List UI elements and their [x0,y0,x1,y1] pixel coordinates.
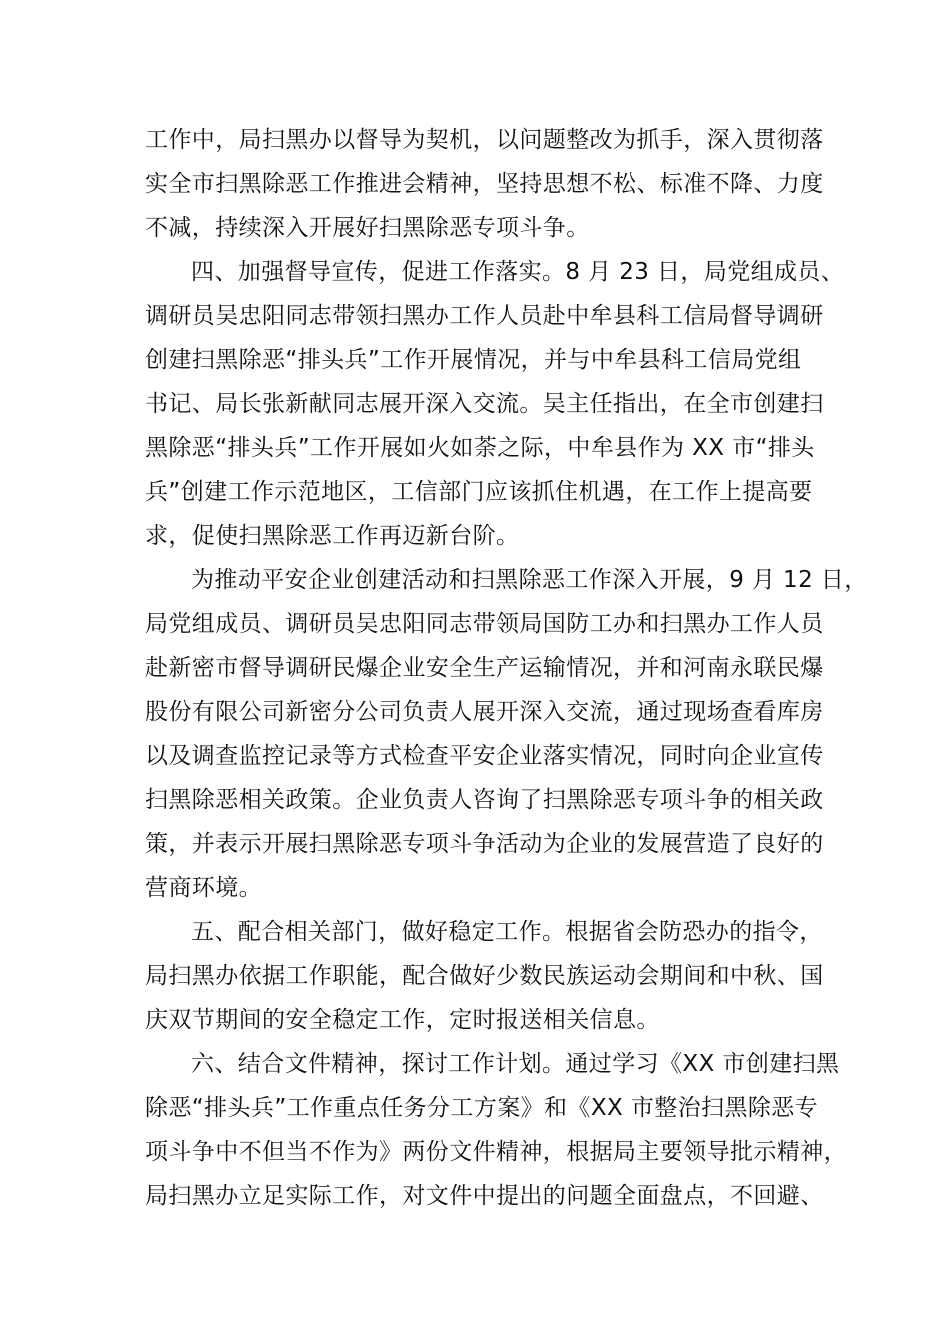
text-line: 黑除恶“排头兵”工作开展如火如荼之际，中牟县作为 XX 市“排头 [145,435,815,461]
paragraph-heading-line: 六、结合文件精神，探讨工作计划。通过学习《XX 市创建扫黑 [191,1051,840,1077]
document-body [145,118,868,1218]
paragraph-heading-line: 四、加强督导宣传，促进工作落实。8 月 23 日，局党组成员、 [191,259,845,285]
text-line: 局扫黑办立足实际工作，对文件中提出的问题全面盘点，不回避、 [145,1183,824,1209]
text-line: 局扫黑办依据工作职能，配合做好少数民族运动会期间和中秋、国 [145,963,824,989]
text-line: 以及调查监控记录等方式检查平安企业落实情况，同时向企业宣传 [145,743,824,769]
text-line: 实全市扫黑除恶工作推进会精神，坚持思想不松、标准不降、力度 [145,171,824,197]
text-line: 营商环境。 [145,875,262,901]
paragraph-heading-line: 五、配合相关部门，做好稳定工作。根据省会防恐办的指令， [191,919,823,945]
text-line: 策，并表示开展扫黑除恶专项斗争活动为企业的发展营造了良好的 [145,831,824,857]
text-line: 书记、局长张新献同志展开深入交流。吴主任指出，在全市创建扫 [145,391,824,417]
text-line: 创建扫黑除恶“排头兵”工作开展情况，并与中牟县科工信局党组 [145,347,802,373]
text-line: 调研员吴忠阳同志带领扫黑办工作人员赴中牟县科工信局督导调研 [145,303,824,329]
text-line: 求，促使扫黑除恶工作再迈新台阶。 [145,523,520,549]
text-line: 不减，持续深入开展好扫黑除恶专项斗争。 [145,215,590,241]
text-line: 局党组成员、调研员吴忠阳同志带领局国防工办和扫黑办工作人员 [145,611,824,637]
text-line: 赴新密市督导调研民爆企业安全生产运输情况，并和河南永联民爆 [145,655,824,681]
paragraph-first-line: 为推动平安企业创建活动和扫黑除恶工作深入开展，9 月 12 日， [191,567,868,593]
text-line: 除恶“排头兵”工作重点任务分工方案》和《XX 市整治扫黑除恶专 [145,1095,819,1121]
text-line: 庆双节期间的安全稳定工作，定时报送相关信息。 [145,1007,660,1033]
text-line: 工作中，局扫黑办以督导为契机，以问题整改为抓手，深入贯彻落 [145,127,824,153]
text-line: 扫黑除恶相关政策。企业负责人咨询了扫黑除恶专项斗争的相关政 [145,787,824,813]
text-line: 股份有限公司新密分公司负责人展开深入交流，通过现场查看库房 [145,699,824,725]
text-line: 兵”创建工作示范地区，工信部门应该抓住机遇，在工作上提高要 [145,479,813,505]
text-line: 项斗争中不但当不作为》两份文件精神，根据局主要领导批示精神， [145,1139,847,1165]
